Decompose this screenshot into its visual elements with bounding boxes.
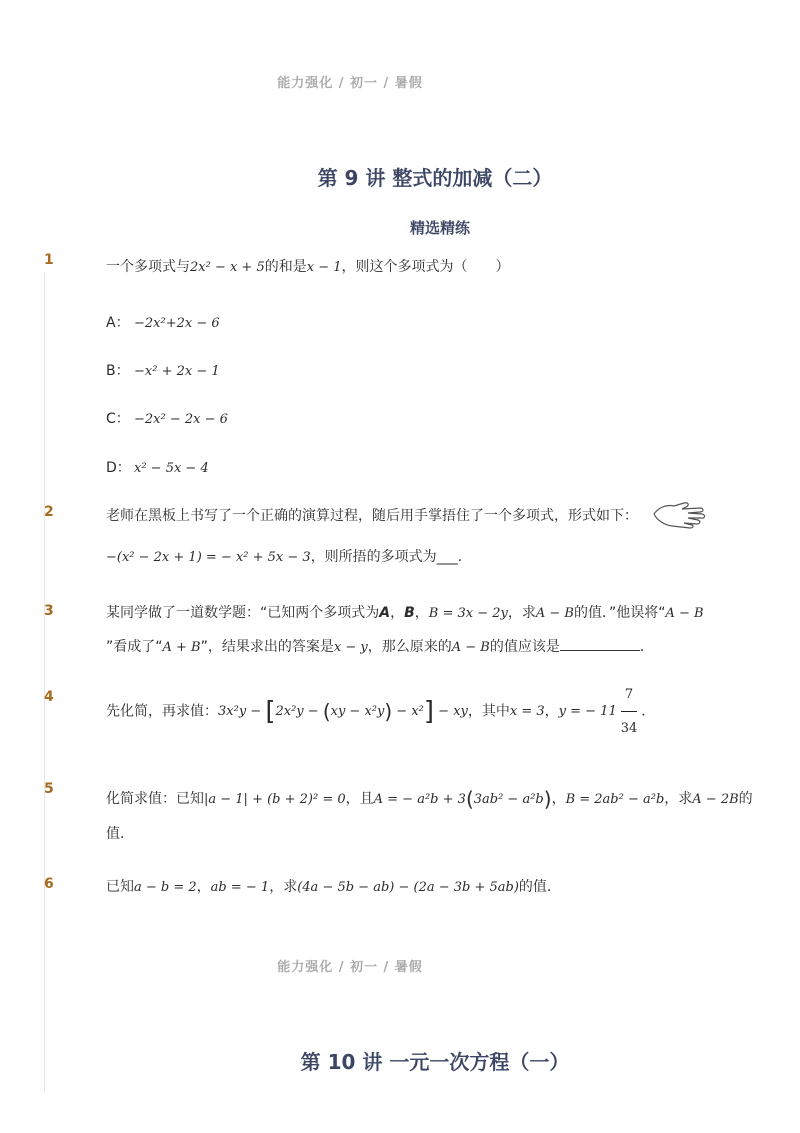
q5-p3: ， — [551, 791, 566, 807]
q1-expr-1: 2x² − x + 5 — [190, 260, 265, 275]
q5-p4: ，求 — [664, 791, 693, 807]
q3-comma-2: ， — [414, 605, 429, 621]
q4-p1: 先化简，再求值： — [106, 703, 218, 720]
q6-condition-1: a − b = 2 — [134, 880, 197, 895]
q4-e2: 2x²y − — [275, 704, 323, 719]
page-header-2: 能力强化 / 初一 / 暑假 — [277, 960, 423, 975]
q4-p4: ． — [641, 703, 656, 720]
q4-fraction — [621, 688, 638, 735]
q5-target: A − 2B — [692, 792, 739, 807]
hand-palm-icon — [652, 498, 708, 530]
q3-a-minus-b: A − B — [535, 606, 574, 621]
q5-a-expr-2: 3ab² − a²b — [473, 792, 544, 807]
answer-blank[interactable] — [560, 650, 640, 651]
option-a-expr: −2x²+2x − 6 — [134, 316, 220, 331]
q3-line2b: ”，结果求出的答案是 — [200, 639, 334, 655]
q3-x-minus-y: x − y — [333, 640, 368, 655]
option-a[interactable] — [106, 312, 220, 332]
q4-p2: ，其中 — [467, 703, 510, 720]
question-3-line-2 — [106, 636, 654, 656]
q4-open-bracket: [ — [265, 696, 276, 727]
q4-e3: xy − x²y — [330, 704, 385, 719]
q6-p3: ，求 — [269, 879, 298, 895]
q5-close-paren: ) — [543, 787, 552, 811]
q3-a-minus-b-2: A − B — [665, 606, 704, 621]
q4-close-bracket: ] — [423, 696, 435, 727]
q5-open-paren: ( — [465, 787, 474, 811]
q1-expr-2: x − 1 — [306, 260, 342, 275]
question-6-stem — [106, 876, 561, 896]
q5-condition: |a − 1| + (b + 2)² = 0 — [204, 792, 346, 807]
q3-b-expr: B = 3x − 2y — [428, 606, 508, 621]
question-number-3: 3 — [44, 603, 54, 619]
option-d[interactable] — [106, 457, 209, 477]
q6-p1: 已知 — [106, 879, 134, 895]
q2-tail: ，则所捂的多项式为___. — [310, 549, 463, 565]
q4-e1: 3x²y − — [218, 704, 266, 719]
q3-line2d: 的值应该是 — [489, 639, 560, 655]
question-number-1: 1 — [44, 252, 54, 268]
option-c-expr: −2x² − 2x − 6 — [134, 412, 228, 427]
question-number-4: 4 — [44, 689, 54, 705]
q6-condition-2: ab = − 1 — [210, 880, 270, 895]
q3-line2e: ． — [639, 639, 654, 655]
question-number-6: 6 — [44, 876, 54, 892]
q3-p2: ，求 — [507, 605, 536, 621]
page-header: 能力强化 / 初一 / 暑假 — [277, 76, 423, 91]
option-c[interactable] — [106, 408, 228, 428]
q4-fraction-numerator: 7 — [624, 687, 634, 702]
question-5-line-2: 值． — [106, 826, 134, 842]
q5-b-expr: B = 2ab² − a²b — [565, 792, 665, 807]
lesson-title: 第 9 讲 整式的加减（二） — [317, 166, 553, 190]
q3-line2a: ”看成了“ — [106, 639, 163, 655]
q3-p1: 某同学做了一道数学题：“已知两个多项式为 — [106, 605, 380, 621]
question-number-5: 5 — [44, 781, 54, 797]
q5-p1: 化简求值：已知 — [106, 791, 204, 807]
q3-p3: 的值．”他误将“ — [573, 605, 666, 621]
question-2-line-2 — [106, 546, 462, 566]
question-5-line-1 — [106, 787, 753, 811]
q4-fraction-denominator: 34 — [620, 721, 638, 736]
q1-text-c: ，则这个多项式为（ ） — [341, 259, 510, 275]
question-3-line-1 — [106, 602, 704, 622]
q4-e5: − xy — [434, 704, 468, 719]
option-a-label: A： — [106, 315, 130, 331]
question-2-line-1: 老师在黑板上书写了一个正确的演算过程，随后用手掌捂住了一个多项式，形式如下： — [106, 508, 638, 524]
q3-a-minus-b-3: A − B — [451, 640, 490, 655]
option-d-label: D： — [106, 460, 131, 476]
q6-p2: ， — [196, 879, 211, 895]
q3-comma-1: ， — [390, 605, 405, 621]
q5-p2: ，且 — [345, 791, 374, 807]
option-b[interactable] — [106, 360, 220, 380]
q5-a-expr-1: A = − a²b + 3 — [373, 792, 466, 807]
q3-a-plus-b: A + B — [162, 640, 201, 655]
q4-y-value: y = − 11 — [558, 704, 617, 719]
option-b-expr: −x² + 2x − 1 — [134, 364, 220, 379]
section-title: 精选精练 — [409, 219, 470, 237]
option-c-label: C： — [106, 411, 130, 427]
q1-text-a: 一个多项式与 — [106, 259, 190, 275]
q4-open-paren: ( — [322, 699, 331, 724]
q5-p5: 的 — [738, 791, 753, 807]
q4-close-paren: ) — [384, 699, 393, 724]
q4-p3: ， — [544, 703, 559, 720]
option-b-label: B： — [106, 363, 130, 379]
q3-line2c: ，那么原来的 — [367, 639, 452, 655]
q1-text-b: 的和是 — [264, 259, 307, 275]
q3-A: A — [379, 605, 391, 621]
q6-expr: (4a − 5b − ab) − (2a − 3b + 5ab) — [297, 880, 519, 895]
q6-p4: 的值． — [518, 879, 561, 895]
q2-expr: −(x² − 2x + 1) = − x² + 5x − 3 — [106, 550, 311, 565]
q4-e4: − x² — [392, 704, 424, 719]
question-4-stem — [106, 688, 655, 735]
q3-B: B — [404, 605, 415, 621]
question-1-stem — [106, 256, 510, 276]
option-d-expr: x² − 5x − 4 — [134, 461, 209, 476]
lesson-title-2: 第 10 讲 一元一次方程（一） — [300, 1050, 570, 1074]
question-number-2: 2 — [44, 504, 54, 520]
q4-x-value: x = 3 — [509, 704, 545, 719]
